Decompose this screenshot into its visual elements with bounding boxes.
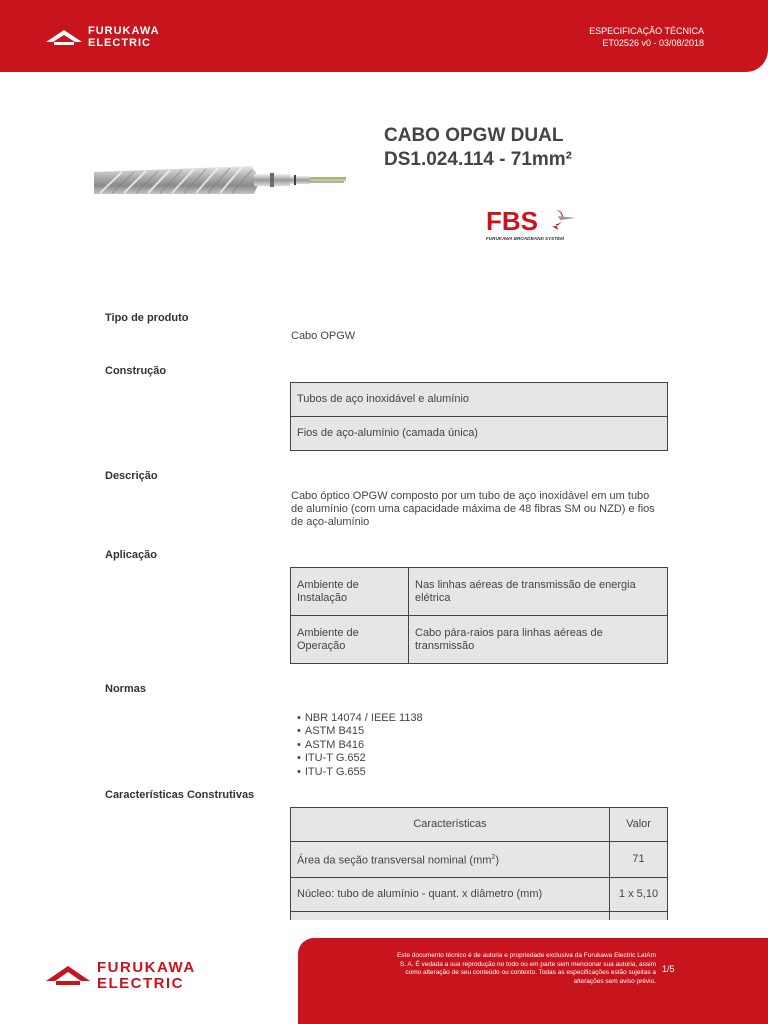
aplicacao-label: Aplicação	[105, 549, 157, 561]
aplicacao-key-2-line-2: Operação	[297, 639, 346, 652]
aplicacao-value-1	[409, 568, 668, 616]
aplicacao-key-2	[291, 616, 409, 664]
descricao-line-3: de aço-alumínio	[291, 516, 370, 528]
tipo-label: Tipo de produto	[105, 312, 189, 324]
footer-notice-line-3: como alteração de seu conteúdo ou contexto. Todas as especificações estão sujeitas a	[405, 969, 656, 977]
descricao-text	[291, 490, 655, 529]
document-meta	[589, 25, 704, 49]
descricao-line-2: de alumínio (com uma capacidade máxima de 48 fibras SM ou NZD) e fios	[291, 503, 655, 515]
list-item: • ITU-T G.655	[297, 766, 423, 779]
footer-brand-line-1: FURUKAWA	[97, 959, 196, 976]
fbs-logo-text: FBS	[486, 206, 538, 236]
page-header	[0, 0, 768, 72]
table-row	[291, 878, 668, 912]
construcao-label: Construção	[105, 365, 167, 377]
caracteristica-name	[291, 842, 610, 878]
construcao-cell-1: Tubos de aço inoxidável e alumínio	[291, 383, 668, 417]
tipo-value: Cabo OPGW	[291, 330, 356, 342]
normas-list	[297, 712, 423, 779]
caracteristica-name-suffix: )	[495, 854, 499, 867]
caracteristicas-table	[290, 807, 668, 920]
caracteristica-value: 1 x 5,10	[610, 878, 668, 912]
product-title-line-1: CABO OPGW DUAL	[384, 125, 564, 146]
aplicacao-key-1	[291, 568, 409, 616]
aplicacao-key-2-line-1: Ambiente de	[297, 626, 359, 639]
brand-line-2: ELECTRIC	[88, 37, 151, 49]
product-title	[384, 124, 572, 172]
construcao-table	[290, 382, 668, 451]
column-header-caracteristicas: Características	[291, 808, 610, 842]
doc-type: ESPECIFICAÇÃO TÉCNICA	[589, 26, 704, 36]
descricao-line-1: Cabo óptico OPGW composto por um tubo de aço inoxidável em um tubo	[291, 490, 650, 502]
footer-notice-line-2: S. A. É vedada a sua reprodução no todo ou em parte sem mencionar sua autoria, assim	[399, 960, 656, 968]
aplicacao-key-1-line-1: Ambiente de	[297, 578, 359, 591]
aplicacao-value-2-line-1: Cabo pára-raios para linhas aéreas de	[415, 626, 603, 639]
column-header-valor: Valor	[610, 808, 668, 842]
aplicacao-value-2	[409, 616, 668, 664]
list-item: • ASTM B416	[297, 739, 423, 752]
footer-brand-line-2: ELECTRIC	[97, 975, 184, 992]
product-title-line-2: DS1.024.114 - 71mm²	[384, 149, 573, 170]
doc-id: ET02526 v0 - 03/08/2018	[602, 38, 704, 48]
caracteristicas-label: Características Construtivas	[105, 789, 255, 801]
table-row	[291, 568, 668, 616]
table-header-row	[291, 808, 668, 842]
footer-notice	[346, 952, 656, 986]
cable-image	[94, 158, 350, 202]
caracteristica-name-sup: 2	[491, 854, 496, 862]
list-item: • ASTM B415	[297, 725, 423, 738]
fbs-logo	[486, 206, 580, 242]
aplicacao-value-1-line-1: Nas linhas aéreas de transmissão de energia	[415, 578, 636, 591]
table-row-cut	[291, 912, 668, 920]
table-row	[291, 417, 668, 451]
page-number: 1/5	[662, 964, 675, 974]
table-row	[291, 383, 668, 417]
furukawa-roof-icon	[46, 963, 90, 989]
furukawa-logo	[46, 26, 160, 49]
caracteristica-name-text: Área da seção transversal nominal (mm	[297, 854, 492, 867]
table-row	[291, 616, 668, 664]
aplicacao-key-1-line-2: Instalação	[297, 591, 348, 604]
footer-furukawa-logo	[46, 960, 196, 991]
fbs-logo-subtext: FURUKAWA BROADBAND SYSTEM	[486, 236, 564, 241]
caracteristica-name: Núcleo: tubo de alumínio - quant. x diâmetro (mm)	[291, 878, 610, 912]
descricao-label: Descrição	[105, 470, 158, 482]
normas-label: Normas	[105, 683, 146, 695]
brand-line-1: FURUKAWA	[88, 25, 160, 37]
table-row	[291, 842, 668, 878]
footer-notice-line-1: Este documento técnico é de autoria e propriedade exclusiva da Furukawa Electric LatAm	[396, 952, 656, 959]
caracteristica-value: 71	[610, 842, 668, 878]
furukawa-roof-icon	[46, 28, 82, 48]
list-item: • ITU-T G.652	[297, 752, 423, 765]
list-item: • NBR 14074 / IEEE 1138	[297, 712, 423, 725]
footer-notice-line-4: alterações sem aviso prévio.	[573, 977, 656, 985]
aplicacao-value-2-line-2: transmissão	[415, 639, 475, 652]
aplicacao-table	[290, 567, 668, 664]
construcao-cell-2: Fios de aço-alumínio (camada única)	[291, 417, 668, 451]
aplicacao-value-1-line-2: elétrica	[415, 591, 451, 604]
